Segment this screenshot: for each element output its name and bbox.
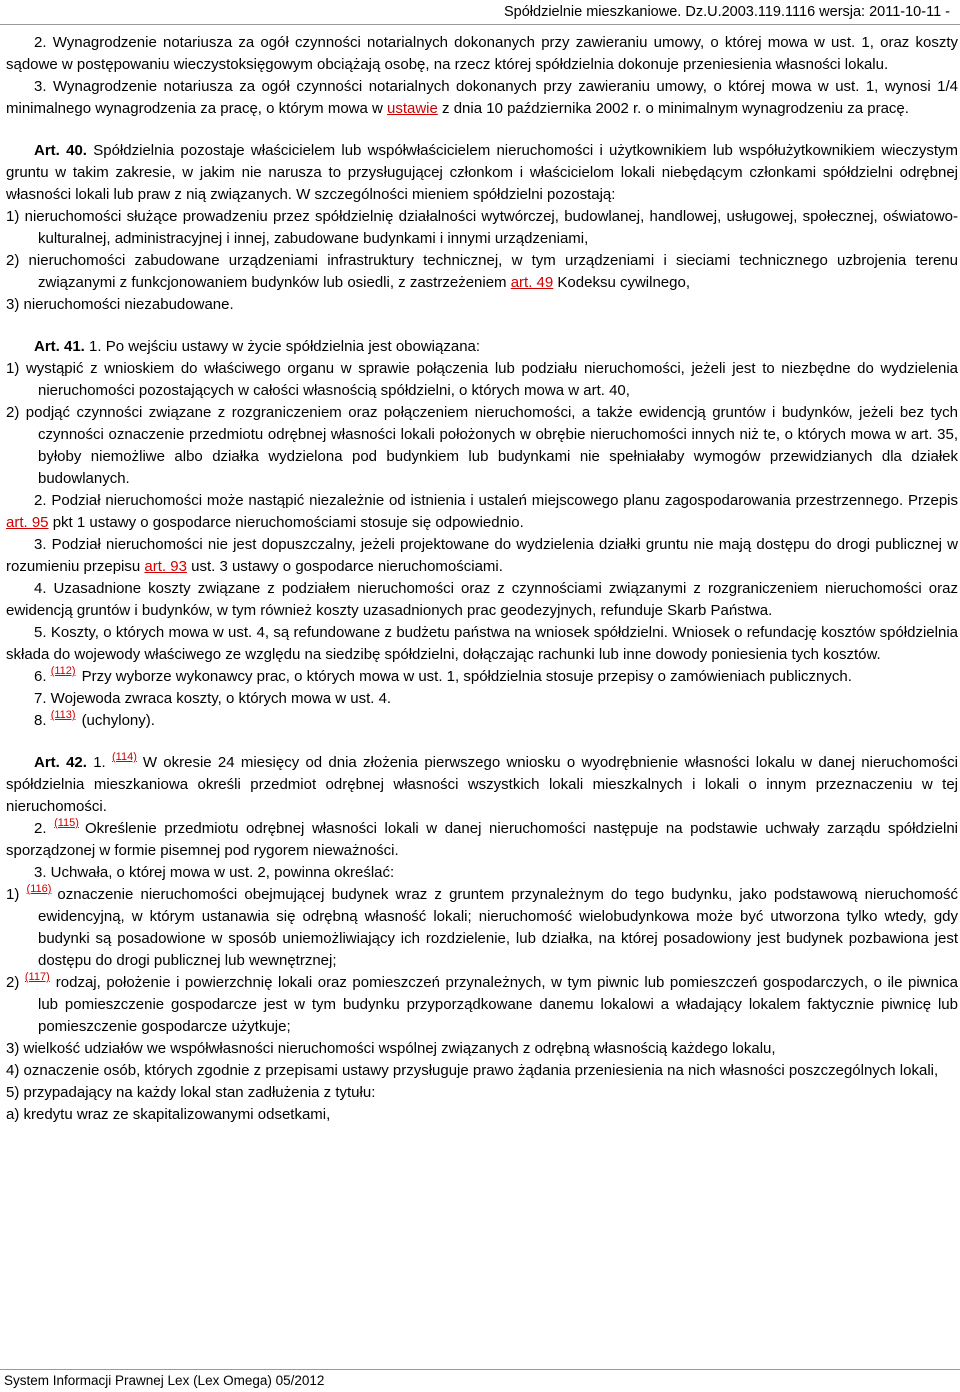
art40-label: Art. 40.	[34, 142, 87, 159]
document-body	[6, 32, 958, 1126]
art41-para-2-text-end: pkt 1 ustawy o gospodarce nieruchomościami stosuje się odpowiednio.	[48, 514, 524, 531]
art42-item-5: 5) przypadający na każdy lokal stan zadłużenia z tytułu:	[6, 1084, 376, 1101]
art41-para-2	[6, 490, 958, 534]
art41-para-4: 4. Uzasadnione koszty związane z podziałem nieruchomości oraz z czynnościami związanymi z rozgraniczeniem nieruchomości oraz ewidencją gruntów i budynków, w tym również koszty uzasadnionych prac geodezyjnych, refunduje Skarb Państwa.	[6, 580, 958, 619]
art41-intro	[6, 336, 958, 358]
footnote-ref-117[interactable]: (117)	[24, 971, 50, 983]
art42-para-1	[6, 752, 958, 818]
art42-para-1-number: 1.	[86, 754, 106, 771]
art42-para-1-text: W okresie 24 miesięcy od dnia złożenia pierwszego wniosku o wyodrębnienie własności lokalu w danej nieruchomości spółdzielnia mieszkaniowa określi przedmiot odrębnej własności wszystkich lokali mieszkalnych i lokali o innym przeznaczeniu w tej nieruchomości.	[6, 754, 958, 815]
art41-para-6-number: 6.	[34, 668, 47, 685]
art39-para-3	[6, 76, 958, 120]
art49-link[interactable]: art. 49	[510, 274, 554, 291]
art42-item-2-text: rodzaj, położenie i powierzchnię lokali oraz pomieszczeń przynależnych, w tym piwnic lub pomieszczeń gospodarczych, o ile piwnica lub pomieszczenie gospodarcze jest w tym budynku przyporządkowane danemu lokalowi a władający lokalem faktycznie piwnicę lub pomieszczenie gospodarcze użytkuje;	[38, 974, 959, 1035]
art93-link[interactable]: art. 93	[144, 558, 187, 575]
footnote-ref-114[interactable]: (114)	[112, 751, 137, 763]
art40-intro	[6, 140, 958, 206]
art42-item-3: 3) wielkość udziałów we współwłasności nieruchomości wspólnej związanych z odrębną własnością każdego lokalu,	[6, 1040, 776, 1057]
art40-item-1: 1) nieruchomości służące prowadzeniu przez spółdzielnię działalności wytwórczej, budowlanej, handlowej, usługowej, społecznej, oświatowo-kulturalnej, administracyjnej i innej, zabudowane budynkami i innymi urządzeniami,	[6, 208, 958, 247]
art42-item-2-number: 2)	[6, 974, 20, 991]
art41-para-3-text: 3. Podział nieruchomości nie jest dopuszczalny, jeżeli projektowane do wydzielenia działki gruntu nie mają dostępu do drogi publicznej w rozumieniu przepisu	[6, 536, 958, 575]
art41-para-3	[6, 534, 958, 578]
art41-para-3-text-end: ust. 3 ustawy o gospodarce nieruchomościami.	[186, 558, 503, 575]
art41-para-7: 7. Wojewoda zwraca koszty, o których mowa w ust. 4.	[34, 690, 392, 707]
footnote-ref-113[interactable]: (113)	[50, 709, 76, 721]
art41-item-1: 1) wystąpić z wnioskiem do właściwego organu w sprawie połączenia lub podziału nieruchomości, jeżeli jest to niezbędne do wydzielenia nieruchomości pozostających w całości własnością spółdzielni, o których mowa w art. 40,	[6, 360, 958, 399]
art40-item-2-text: 2) nieruchomości zabudowane urządzeniami infrastruktury technicznej, w tym urządzeniami i sieciami technicznego uzbrojenia terenu związanymi z funkcjonowaniem budynków lub osiedli, z zastrzeżeniem	[6, 252, 958, 291]
art39-para-3-text: 3. Wynagrodzenie notariusza za ogół czynności notarialnych dokonanych przy zawieraniu umowy, o której mowa w ust. 1, wynosi 1/4 minimalnego wynagrodzenia za pracę, o którym mowa w	[6, 78, 958, 117]
art41-para-8-text: (uchylony).	[81, 712, 155, 729]
art40-item-3: 3) nieruchomości niezabudowane.	[6, 296, 234, 313]
footnote-ref-115[interactable]: (115)	[54, 817, 79, 829]
art39-para-3-text-end: z dnia 10 października 2002 r. o minimalnym wynagrodzeniu za pracę.	[437, 100, 909, 117]
art42-item-1-text: oznaczenie nieruchomości obejmującej budynek wraz z gruntem przynależnym do tego budynku, jako podstawową nieruchomość ewidencyjną, w którym ustanawia się odrębną własność lokali; nieruchomość wielobudynkowa może być utworzona tylko wtedy, gdy budynki są posadowione w sposób uniemożliwiający ich rozdzielenie, lub działka, na której posadowiony jest budynek pozbawiona jest dostępu do drogi publicznej lub wewnętrznej;	[38, 886, 958, 969]
art41-para-8-number: 8.	[34, 712, 47, 729]
art41-item-2: 2) podjąć czynności związane z rozgraniczeniem oraz połączeniem nieruchomości, a także ewidencją gruntów i budynków, jeżeli bez tych czynności oznaczenie przedmiotu odrębnej własności lokali położonych w obrębie nieruchomości innych niż te, o których mowa w art. 35, byłoby niemożliwe albo działka wydzielona pod budynkiem lub budynkami nie spełniałaby wymogów przewidzianych dla działek budowlanych.	[6, 404, 958, 487]
footnote-ref-112[interactable]: (112)	[50, 665, 76, 677]
art40-text: Spółdzielnia pozostaje właścicielem lub współwłaścicielem nieruchomości i użytkownikiem lub współużytkownikiem wieczystym gruntu w takim zakresie, w jakim nie narusza to przysługującej członkom i właścicielom lokali niebędącym członkami spółdzielni odrębnej własności lokali lub praw z nią związanych. W szczególności mieniem spółdzielni pozostają:	[6, 142, 958, 203]
art41-para-6-text: Przy wyborze wykonawcy prac, o których mowa w ust. 1, spółdzielnia stosuje przepisy o zamówieniach publicznych.	[81, 668, 852, 685]
footnote-ref-116[interactable]: (116)	[26, 883, 52, 895]
art42-para-2-number: 2.	[34, 820, 47, 837]
art95-link[interactable]: art. 95	[6, 514, 49, 531]
art40-item-2-text-end: Kodeksu cywilnego,	[553, 274, 690, 291]
page-header: Spółdzielnie mieszkaniowe. Dz.U.2003.119.1116 wersja: 2011-10-11 -	[0, 0, 960, 25]
art41-para-5: 5. Koszty, o których mowa w ust. 4, są refundowane z budżetu państwa na wniosek spółdzielni. Wniosek o refundację kosztów spółdzielnia składa do wojewody właściwego ze względu na siedzibę spółdzielni, dołączając rachunki lub inne dowody poniesienia tych kosztów.	[6, 624, 958, 663]
art42-item-1-number: 1)	[6, 886, 20, 903]
ustawa-link[interactable]: ustawie	[387, 100, 438, 117]
page-footer: System Informacji Prawnej Lex (Lex Omega) 05/2012	[0, 1369, 960, 1392]
art41-para-6	[6, 666, 958, 688]
art42-para-3: 3. Uchwała, o której mowa w ust. 2, powinna określać:	[34, 864, 395, 881]
art41-label: Art. 41.	[34, 338, 85, 355]
art39-para-2: 2. Wynagrodzenie notariusza za ogół czynności notarialnych dokonanych przy zawieraniu umowy, o której mowa w ust. 1, oraz koszty sądowe w postępowaniu wieczystoksięgowym obciążają osobę, na rzecz której spółdzielnia dokonuje przeniesienia własności lokalu.	[6, 34, 958, 73]
art42-para-2-text: Określenie przedmiotu odrębnej własności lokali w danej nieruchomości następuje na podstawie uchwały zarządu spółdzielni sporządzonej w formie pisemnej pod rygorem nieważności.	[6, 820, 958, 859]
art42-item-4: 4) oznaczenie osób, których zgodnie z przepisami ustawy przysługuje prawo żądania przeniesienia na nich własności poszczególnych lokali,	[6, 1062, 939, 1079]
art42-label: Art. 42.	[34, 754, 87, 771]
art42-item-1	[6, 884, 958, 972]
art42-item-2	[6, 972, 958, 1038]
art42-item-5a: a) kredytu wraz ze skapitalizowanymi odsetkami,	[6, 1106, 331, 1123]
art41-para-8	[6, 710, 958, 732]
art41-para-2-text: 2. Podział nieruchomości może nastąpić niezależnie od istnienia i ustaleń miejscowego planu zagospodarowania przestrzennego. Przepis	[34, 492, 958, 509]
art41-intro-text: 1. Po wejściu ustawy w życie spółdzielnia jest obowiązana:	[84, 338, 481, 355]
art40-item-2	[6, 250, 958, 294]
art42-para-2	[6, 818, 958, 862]
